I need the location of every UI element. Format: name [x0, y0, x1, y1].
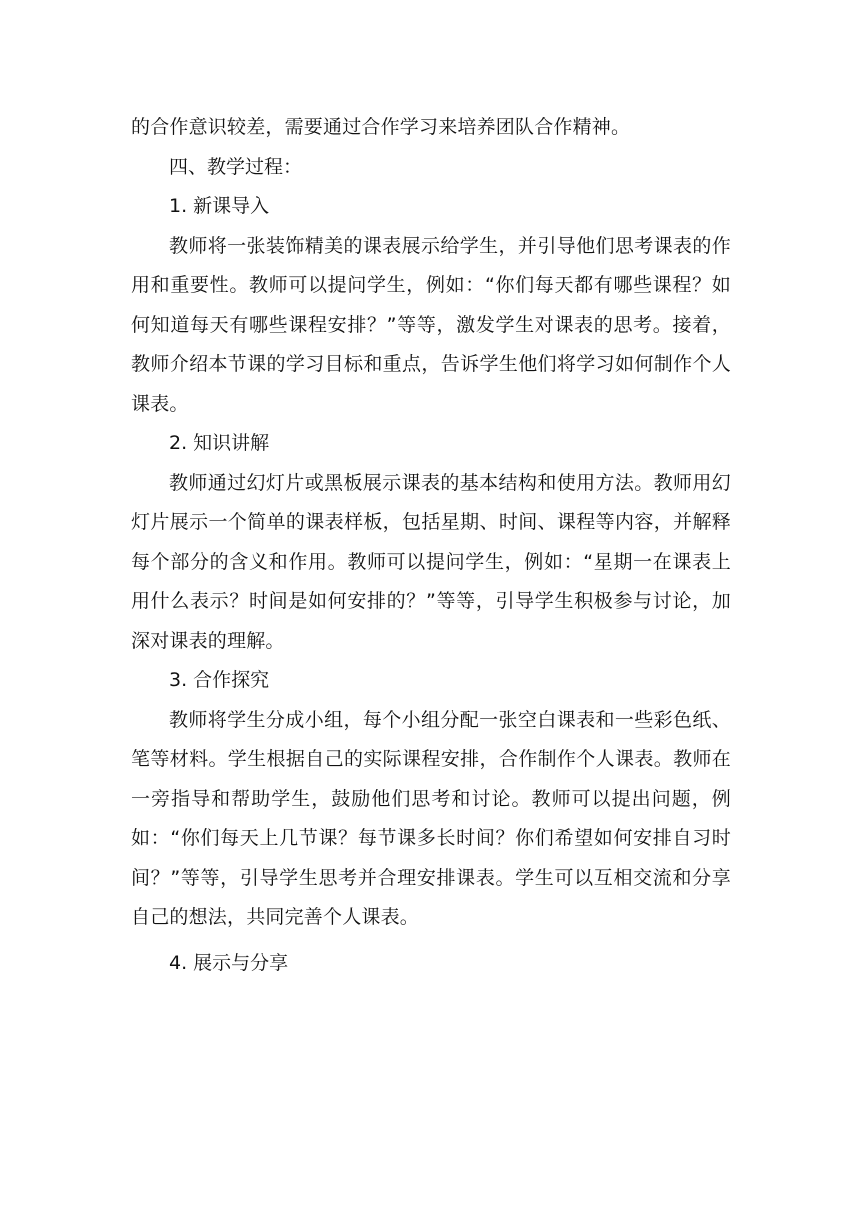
- subheading-new-lesson-intro: 1. 新课导入: [169, 195, 270, 217]
- subheading-knowledge-explanation: 2. 知识讲解: [169, 432, 270, 454]
- section-heading-teaching-process: 四、教学过程：: [169, 155, 303, 178]
- paragraph-knowledge-explanation: 教师通过幻灯片或黑板展示课表的基本结构和使用方法。教师用幻灯片展示一个简单的课表样板，包括星期、时间、课程等内容，并解释每个部分的含义和作用。教师可以提问学生，例如：“星期一在课表上用什么表示？时间是如何安排的？”等等，引导学生积极参与讨论，加深对课表的理解。: [131, 471, 731, 652]
- subheading-cooperative-inquiry: 3. 合作探究: [169, 669, 270, 691]
- paragraph-new-lesson-intro: 教师将一张装饰精美的课表展示给学生，并引导他们思考课表的作用和重要性。教师可以提问学生，例如：“你们每天都有哪些课程？如何知道每天有哪些课程安排？”等等，激发学生对课表的思考。接着，教师介绍本节课的学习目标和重点，告诉学生他们将学习如何制作个人课表。: [131, 234, 731, 415]
- paragraph-continued: 的合作意识较差，需要通过合作学习来培养团队合作精神。: [131, 116, 631, 138]
- document-body: [131, 108, 731, 983]
- paragraph-cooperative-inquiry: 教师将学生分成小组，每个小组分配一张空白课表和一些彩色纸、笔等材料。学生根据自己的实际课程安排，合作制作个人课表。教师在一旁指导和帮助学生，鼓励他们思考和讨论。教师可以提出问题，例如：“你们每天上几节课？每节课多长时间？你们希望如何安排自习时间？”等等，引导学生思考并合理安排课表。学生可以互相交流和分享自己的想法，共同完善个人课表。: [131, 708, 731, 928]
- subheading-show-and-share: 4. 展示与分享: [169, 951, 289, 974]
